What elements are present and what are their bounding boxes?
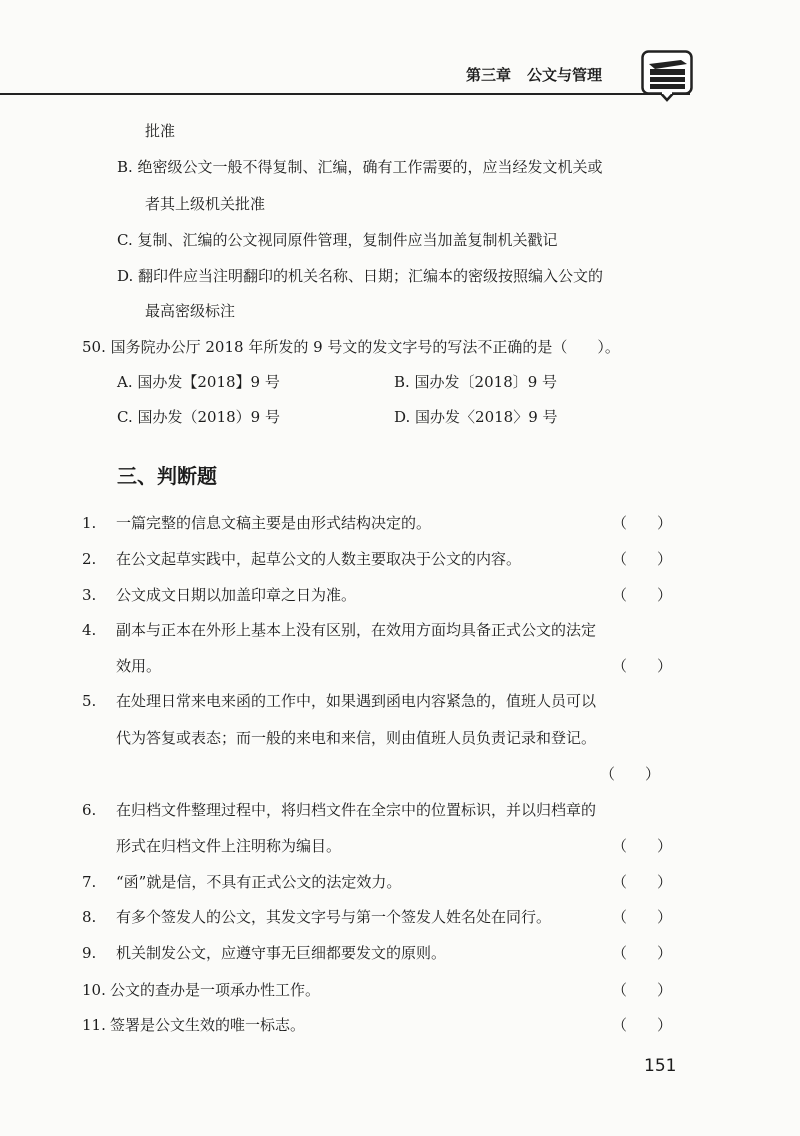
answer-blank: （ ） [600, 765, 661, 783]
item-number: 7. [82, 873, 97, 891]
item-text-continued: 形式在归档文件上注明称为编目。 [116, 837, 342, 855]
q50-stem: 50. 国务院办公厅 2018 年所发的 9 号文的发文字号的写法不正确的是（ ）。 [82, 338, 620, 356]
item-text: 在归档文件整理过程中，将归档文件在全宗中的位置标识，并以归档章的 [116, 801, 597, 819]
item-number: 6. [82, 801, 97, 819]
judgment-item [82, 691, 596, 711]
item-number: 9. [82, 944, 97, 962]
item-text: 副本与正本在外形上基本上没有区别，在效用方面均具备正式公文的法定 [116, 621, 597, 639]
judgment-item [82, 872, 401, 892]
q49-option-d-line1: D. 翻印件应当注明翻印的机关名称、日期；汇编本的密级按照编入公文的 [117, 267, 604, 285]
judgment-item [82, 585, 356, 605]
item-number: 10. [82, 981, 106, 999]
answer-blank: （ ） [612, 981, 673, 999]
q49-option-b-line1: B. 绝密级公文一般不得复制、汇编，确有工作需要的，应当经发文机关或 [117, 158, 603, 176]
judgment-item [82, 943, 446, 963]
item-text: 公文成文日期以加盖印章之日为准。 [116, 586, 357, 604]
item-number: 8. [82, 908, 97, 926]
q49-option-b-line2: 者其上级机关批准 [145, 195, 266, 213]
judgment-item [82, 800, 596, 820]
judgment-item [82, 513, 431, 533]
answer-blank: （ ） [612, 908, 673, 926]
q50-option-b: B. 国办发〔2018〕9 号 [394, 373, 558, 391]
q50-option-c: C. 国办发（2018）9 号 [117, 408, 280, 426]
judgment-item [82, 620, 596, 640]
item-text: 有多个签发人的公文，其发文字号与第一个签发人姓名处在同行。 [116, 908, 552, 926]
answer-blank: （ ） [612, 657, 673, 675]
item-number: 11. [82, 1016, 106, 1034]
book-stack-icon [641, 50, 693, 102]
item-text: 在处理日常来电来函的工作中，如果遇到函电内容紧急的，值班人员可以 [116, 692, 597, 710]
item-number: 1. [82, 514, 97, 532]
answer-blank: （ ） [612, 550, 673, 568]
answer-blank: （ ） [612, 1016, 673, 1034]
judgment-item [82, 549, 521, 569]
answer-blank: （ ） [612, 837, 673, 855]
q50-option-a: A. 国办发【2018】9 号 [117, 373, 280, 391]
section-heading: 三、判断题 [117, 464, 217, 488]
item-text-continued: 效用。 [116, 657, 162, 675]
q49-option-c: C. 复制、汇编的公文视同原件管理，复制件应当加盖复制机关戳记 [117, 231, 558, 249]
item-number: 3. [82, 586, 97, 604]
q49-option-a-tail: 批准 [145, 122, 176, 140]
item-text: 签署是公文生效的唯一标志。 [110, 1016, 306, 1034]
header-rule [0, 93, 690, 95]
answer-blank: （ ） [612, 944, 673, 962]
item-text: 公文的查办是一项承办性工作。 [110, 981, 321, 999]
judgment-item [82, 907, 551, 927]
judgment-item [82, 980, 320, 1000]
item-text: 机关制发公文，应遵守事无巨细都要发文的原则。 [116, 944, 447, 962]
item-text: “函”就是信，不具有正式公文的法定效力。 [116, 873, 402, 891]
item-number: 4. [82, 621, 97, 639]
item-text: 一篇完整的信息文稿主要是由形式结构决定的。 [116, 514, 432, 532]
chapter-label: 第三章 [466, 66, 512, 84]
item-text-continued: 代为答复或表态；而一般的来电和来信，则由值班人员负责记录和登记。 [116, 729, 597, 747]
answer-blank: （ ） [612, 586, 673, 604]
item-text: 在公文起草实践中，起草公文的人数主要取决于公文的内容。 [116, 550, 522, 568]
item-number: 2. [82, 550, 97, 568]
chapter-name: 公文与管理 [527, 66, 603, 84]
q50-option-d: D. 国办发〈2018〉9 号 [394, 408, 558, 426]
chapter-title [466, 64, 602, 85]
judgment-item [82, 1015, 305, 1035]
page-header [0, 0, 800, 100]
item-number: 5. [82, 692, 97, 710]
answer-blank: （ ） [612, 514, 673, 532]
q49-option-d-line2: 最高密级标注 [145, 302, 236, 320]
page-number: 151 [644, 1056, 677, 1076]
answer-blank: （ ） [612, 873, 673, 891]
